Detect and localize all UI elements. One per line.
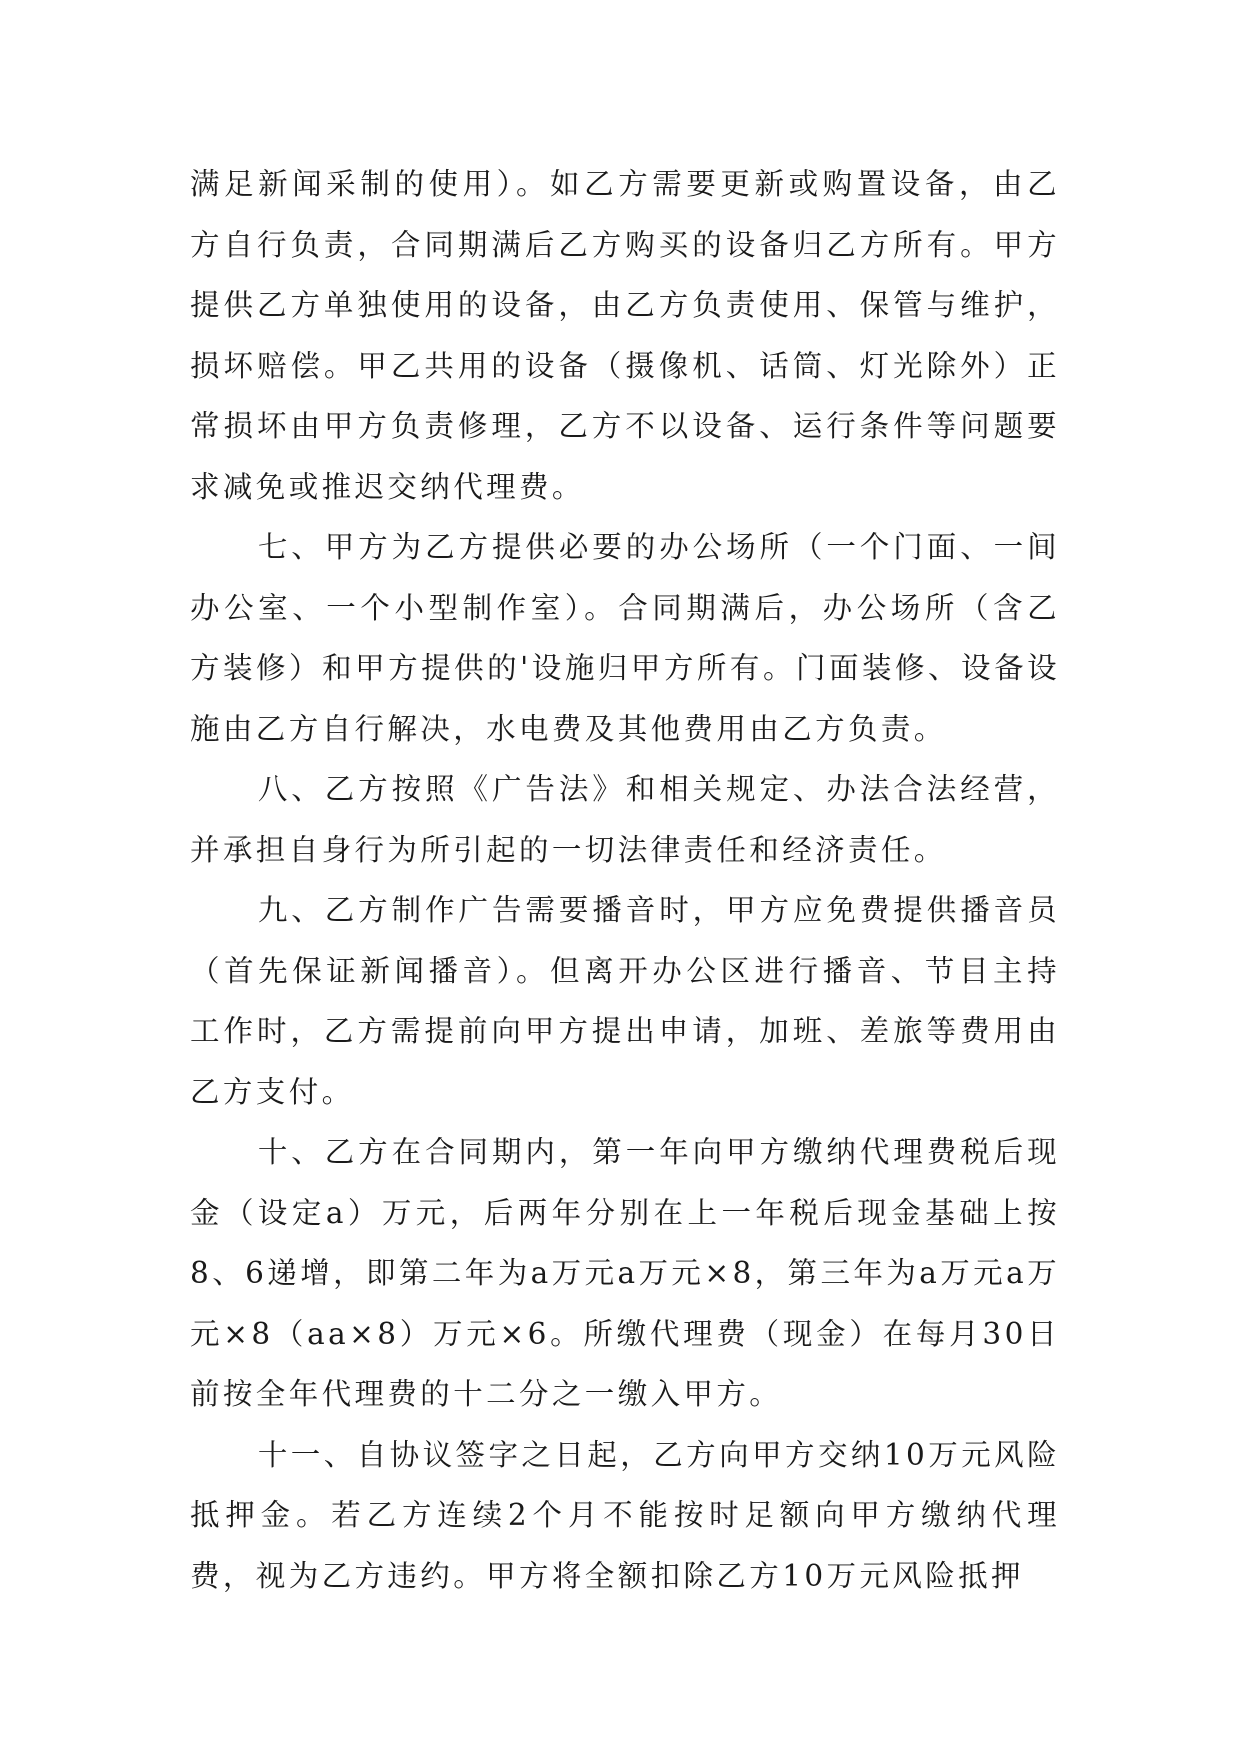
paragraph-clause-9: 九、乙方制作广告需要播音时，甲方应免费提供播音员（首先保证新闻播音）。但离开办公区进行播音、节目主持工作时，乙方需提前向甲方提出申请，加班、差旅等费用由乙方支付。 — [190, 893, 1060, 1109]
paragraph-clause-10: 十、乙方在合同期内，第一年向甲方缴纳代理费税后现金（设定a）万元，后两年分别在上一年税后现金基础上按8、6递增，即第二年为a万元a万元×8，第三年为a万元a万元×8（aa×8）万元×6。所缴代理费（现金）在每月30日前按全年代理费的十二分之一缴入甲方。 — [190, 1135, 1060, 1411]
paragraph-clause-8: 八、乙方按照《广告法》和相关规定、办法合法经营，并承担自身行为所引起的一切法律责任和经济责任。 — [190, 772, 1060, 867]
paragraph-clause-11: 十一、自协议签字之日起，乙方向甲方交纳10万元风险抵押金。若乙方连续2个月不能按时足额向甲方缴纳代理费，视为乙方违约。甲方将全额扣除乙方10万元风险抵押 — [190, 1437, 1060, 1593]
paragraph-equipment: 满足新闻采制的使用）。如乙方需要更新或购置设备，由乙方自行负责，合同期满后乙方购买的设备归乙方所有。甲方提供乙方单独使用的设备，由乙方负责使用、保管与维护，损坏赔偿。甲乙共用的设备（摄像机、话筒、灯光除外）正常损坏由甲方负责修理，乙方不以设备、运行条件等问题要求减免或推迟交纳代理费。 — [190, 167, 1060, 504]
paragraph-clause-7: 七、甲方为乙方提供必要的办公场所（一个门面、一间办公室、一个小型制作室）。合同期满后，办公场所（含乙方装修）和甲方提供的'设施归甲方所有。门面装修、设备设施由乙方自行解决，水电费及其他费用由乙方负责。 — [190, 530, 1060, 746]
document-body — [190, 154, 1060, 1606]
